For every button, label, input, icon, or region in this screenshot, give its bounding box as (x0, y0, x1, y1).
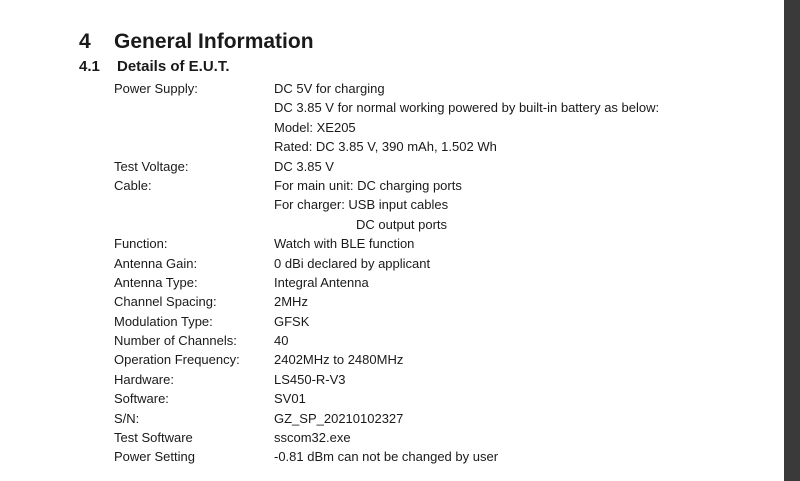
spec-value: DC output ports (356, 216, 448, 232)
spec-label: Function: (114, 236, 168, 252)
spec-label: Modulation Type: (114, 313, 213, 329)
spec-label: Power Supply: (114, 81, 198, 96)
spec-value: GZ_SP_20210102327 (274, 410, 404, 426)
spec-label: Power Setting (114, 449, 195, 465)
spec-label: Antenna Gain: (114, 255, 198, 271)
subsection-heading (79, 58, 230, 75)
spec-value: -0.81 dBm can not be changed by user (274, 449, 499, 465)
subsection-title: Details of E.U.T. (117, 58, 230, 75)
spec-value: For charger: USB input cables (274, 197, 449, 213)
section-heading (79, 30, 314, 54)
spec-value: DC 5V for charging (274, 81, 385, 96)
spec-value: GFSK (274, 313, 310, 329)
spec-label: Test Voltage: (114, 158, 189, 174)
spec-value: 2MHz (274, 294, 308, 310)
spec-label: Antenna Type: (114, 274, 198, 290)
spec-label: S/N: (114, 410, 140, 426)
spec-label: Hardware: (114, 371, 174, 387)
viewer-scroll-gutter[interactable] (784, 0, 800, 481)
spec-value: SV01 (274, 391, 306, 407)
spec-label: Cable: (114, 177, 152, 193)
spec-value: 40 (274, 333, 289, 349)
spec-value: sscom32.exe (274, 430, 351, 446)
spec-value: DC 3.85 V for normal working powered by built-in battery as below: (274, 100, 660, 116)
spec-value: Watch with BLE function (274, 236, 415, 252)
spec-value: 2402MHz to 2480MHz (274, 352, 404, 368)
spec-value: 0 dBi declared by applicant (274, 255, 431, 271)
spec-label: Number of Channels: (114, 333, 237, 349)
spec-value: Integral Antenna (274, 274, 369, 290)
spec-value: DC 3.85 V (274, 158, 334, 174)
spec-label: Operation Frequency: (114, 352, 240, 368)
section-number: 4 (79, 30, 91, 53)
spec-label: Software: (114, 391, 169, 407)
subsection-number: 4.1 (79, 58, 100, 75)
spec-value: Rated: DC 3.85 V, 390 mAh, 1.502 Wh (274, 139, 497, 155)
spec-label: Channel Spacing: (114, 294, 217, 310)
spec-value: LS450-R-V3 (274, 371, 346, 387)
spec-label: Test Software (114, 430, 193, 446)
spec-value: Model: XE205 (274, 119, 356, 135)
spec-value: For main unit: DC charging ports (274, 177, 462, 193)
section-title: General Information (114, 30, 314, 53)
